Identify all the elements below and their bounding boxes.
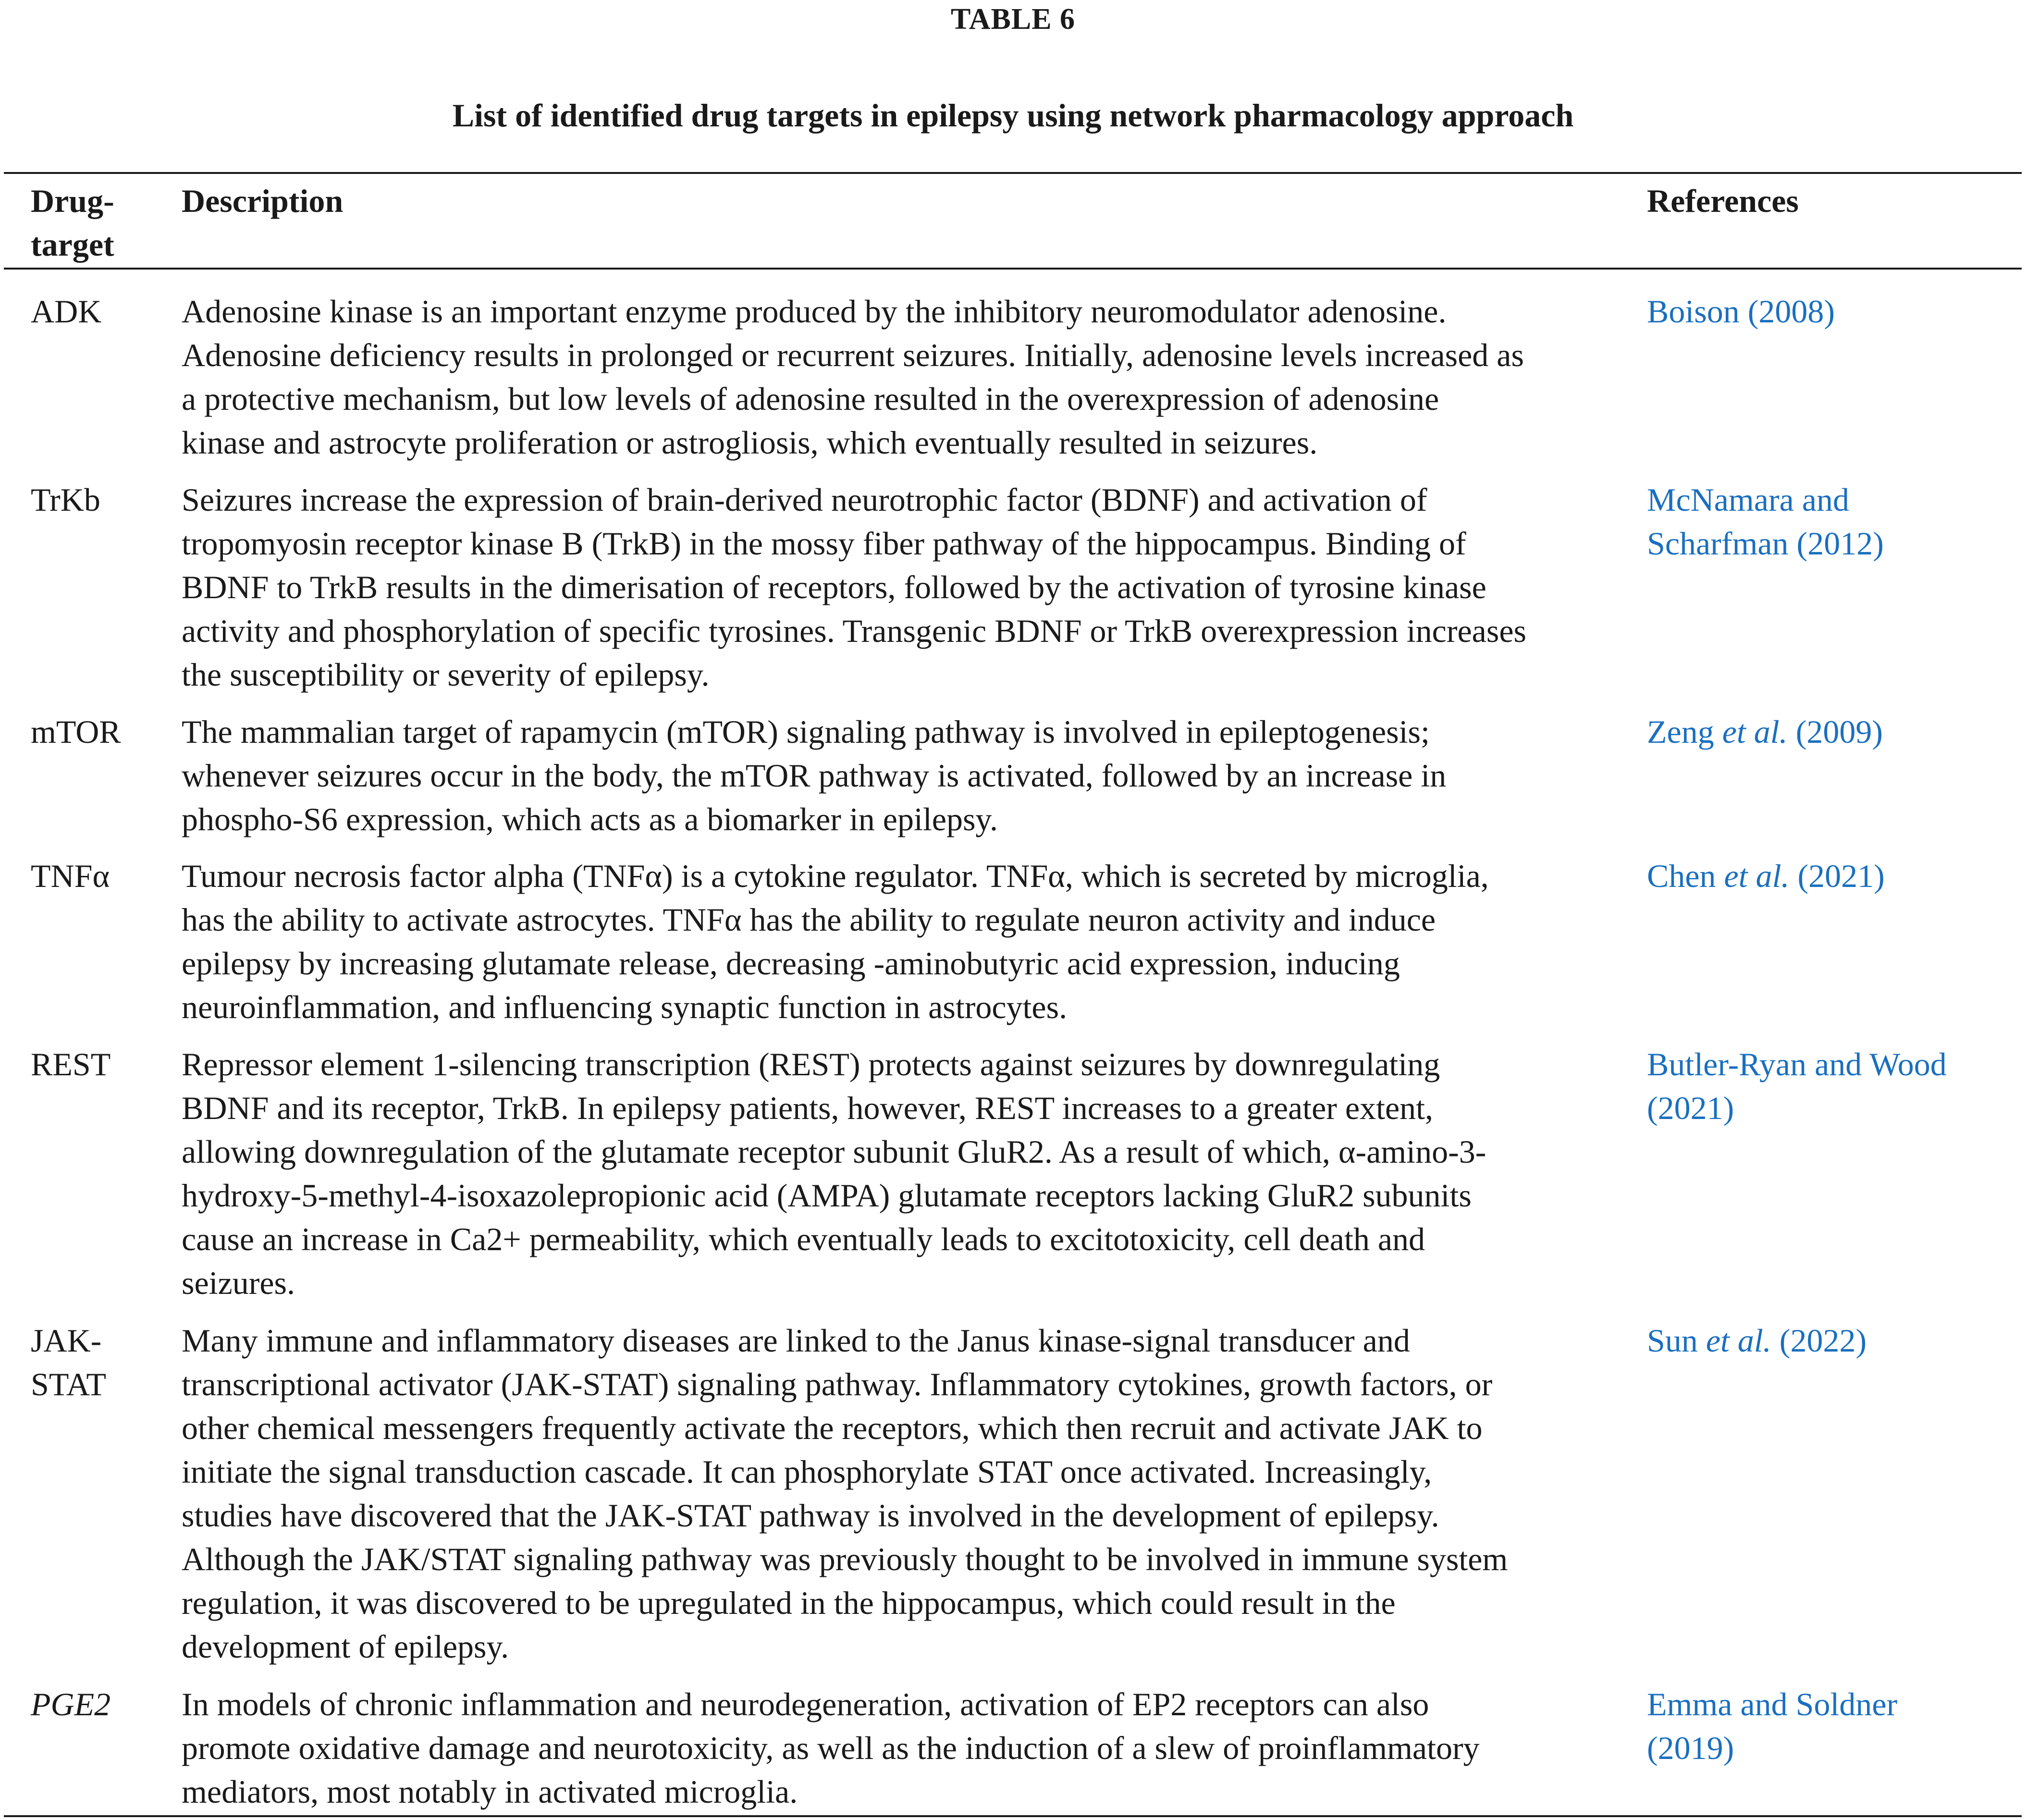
- reference-year: (2022): [1771, 1322, 1867, 1359]
- header-references: References: [1647, 183, 1799, 219]
- row-target: JAK- STAT: [31, 1322, 107, 1402]
- reference-et-al: et al.: [1722, 713, 1788, 750]
- table-number: TABLE 6: [950, 3, 1076, 36]
- bottom-rule: [4, 1815, 2022, 1817]
- reference-author: Sun: [1647, 1322, 1706, 1359]
- reference-text: Emma and Soldner (2019): [1647, 1686, 1898, 1766]
- row-target: PGE2: [31, 1686, 111, 1722]
- row-target: TrKb: [31, 481, 100, 518]
- header-drug-target: Drug- target: [31, 183, 114, 263]
- row-target: ADK: [31, 293, 102, 330]
- top-rule: [4, 172, 2022, 174]
- row-description: Adenosine kinase is an important enzyme produced by the inhibitory neuromodulator adenosine. Adenosine deficiency results in prolonged or recurrent seizures. Initially, adenosine levels increased as a protective mechanism, but low levels of adenosine resulted in the overexpression of adenosine kinase and astrocyte proliferation or astrogliosis, which eventually resulted in seizures.: [182, 293, 1524, 461]
- reference-year: (2009): [1787, 713, 1883, 750]
- reference-text: Boison (2008): [1647, 293, 1835, 330]
- row-description: Many immune and inflammatory diseases are linked to the Janus kinase-signal transducer and transcriptional activator (JAK-STAT) signaling pathway. Inflammatory cytokines, growth factors, or other chemical messengers frequently activate the receptors, which then recruit and activate JAK to initiate the signal transduction cascade. It can phosphorylate STAT once activated. Increasingly, studies have discovered that the JAK-STAT pathway is involved in the development of epilepsy. Although the JAK/STAT signaling pathway was previously thought to be involved in immune system regulation, it was discovered to be upregulated in the hippocampus, which could result in the development of epilepsy.: [182, 1322, 1508, 1665]
- header-description: Description: [182, 183, 344, 219]
- row-description: Seizures increase the expression of brain-derived neurotrophic factor (BDNF) and activation of tropomyosin receptor kinase B (TrkB) in the mossy fiber pathway of the hippocampus. Binding of BDNF to TrkB results in the dimerisation of receptors, followed by the activation of tyrosine kinase activity and phosphorylation of specific tyrosines. Transgenic BDNF or TrkB overexpression increases the susceptibility or severity of epilepsy.: [182, 481, 1526, 693]
- row-reference-link[interactable]: [1647, 290, 2017, 333]
- row-target: mTOR: [31, 713, 121, 750]
- header-rule: [4, 268, 2022, 270]
- reference-year: (2021): [1789, 858, 1885, 894]
- reference-text: McNamara and Scharfman (2012): [1647, 481, 1884, 562]
- reference-text: Butler-Ryan and Wood (2021): [1647, 1046, 1947, 1126]
- table-caption: List of identified drug targets in epilepsy using network pharmacology approach: [452, 97, 1574, 134]
- row-reference-link[interactable]: [1647, 1683, 2017, 1770]
- row-target: REST: [31, 1046, 111, 1082]
- reference-et-al: et al.: [1706, 1322, 1771, 1359]
- reference-author: Zeng: [1647, 713, 1722, 750]
- reference-et-al: et al.: [1724, 858, 1790, 894]
- row-description: Tumour necrosis factor alpha (TNFα) is a cytokine regulator. TNFα, which is secreted by microglia, has the ability to activate astrocytes. TNFα has the ability to regulate neuron activity and induce epilepsy by increasing glutamate release, decreasing -aminobutyric acid expression, inducing neuroinflammation, and influencing synaptic function in astrocytes.: [182, 858, 1489, 1025]
- row-reference-link[interactable]: [1647, 1319, 2017, 1363]
- row-reference-link[interactable]: [1647, 854, 2017, 898]
- row-reference-link[interactable]: [1647, 478, 2017, 566]
- reference-author: Chen: [1647, 858, 1724, 894]
- row-reference-link[interactable]: [1647, 710, 2017, 754]
- row-description: Repressor element 1-silencing transcription (REST) protects against seizures by downregulating BDNF and its receptor, TrkB. In epilepsy patients, however, REST increases to a greater extent, allowing downregulation of the glutamate receptor subunit GluR2. As a result of which, α-amino-3- hydroxy-5-methyl-4-isoxazolepropionic acid (AMPA) glutamate receptors lacking GluR2 subunits cause an increase in Ca2+ permeability, which eventually leads to excitotoxicity, cell death and seizures.: [182, 1046, 1486, 1301]
- row-target: TNFα: [31, 858, 110, 894]
- row-description: In models of chronic inflammation and neurodegeneration, activation of EP2 receptors can also promote oxidative damage and neurotoxicity, as well as the induction of a slew of proinflammatory mediators, most notably in activated microglia.: [182, 1686, 1480, 1810]
- row-reference-link[interactable]: [1647, 1043, 2017, 1130]
- row-description: The mammalian target of rapamycin (mTOR) signaling pathway is involved in epileptogenesis; whenever seizures occur in the body, the mTOR pathway is activated, followed by an increase in phospho-S6 expression, which acts as a biomarker in epilepsy.: [182, 713, 1447, 837]
